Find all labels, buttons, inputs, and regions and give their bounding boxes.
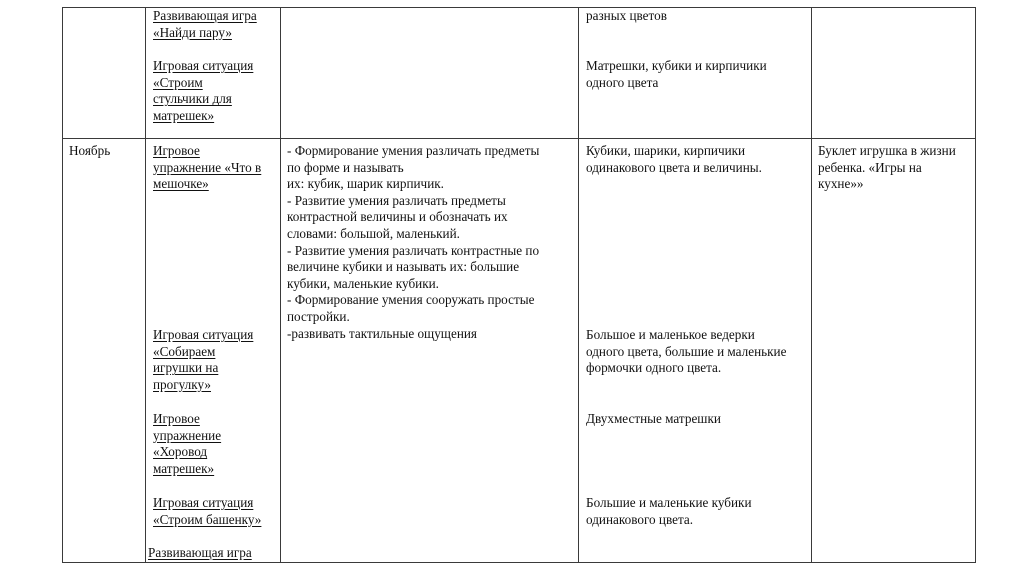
row1-material-1: разных цветов [586,8,667,23]
table-border-bottom [62,562,976,563]
row2-material-2: Большое и маленькое ведерки одного цвета, большие и маленькие формочки одного цвета. [586,327,787,376]
column-divider-4 [811,7,812,563]
table-border-left [62,7,63,563]
row2-material-1: Кубики, шарики, кирпичики одинакового цвета и величины. [586,143,762,175]
row2-game-4: Игровая ситуация «Строим башенку» [153,495,262,527]
column-divider-3 [578,7,579,563]
row2-material-3: Двухместные матрешки [586,411,721,426]
column-divider-1 [145,7,146,563]
row2-game-5: Развивающая игра [148,545,252,560]
row2-game-2: Игровая ситуация «Собираем игрушки на прогулку» [153,327,254,392]
row1-material-2: Матрешки, кубики и кирпичики одного цвета [586,58,767,90]
row2-game-1: Игровое упражнение «Что в мешочке» [153,143,262,192]
row2-game-3: Игровое упражнение «Хоровод матрешек» [153,411,222,476]
table-border-right [975,7,976,563]
row2-material-4: Большие и маленькие кубики одинакового цвета. [586,495,752,527]
month-cell: Ноябрь [69,143,111,158]
row-divider [62,138,976,139]
column-divider-2 [280,7,281,563]
row2-tasks: - Формирование умения различать предметы по форме и называть их: кубик, шарик кирпичик. - Развитие умения различать предметы контрастной величины и обозначать их словами: большой, маленький. - Развитие умения различать контрастные по величине кубики и называть их: большие кубики, маленькие кубики. - Формирование умения сооружать простые постройки. -развивать тактильные ощущения [287,143,540,341]
row2-parents: Буклет игрушка в жизни ребенка. «Игры на кухне»» [818,143,956,192]
row1-game-1: Развивающая игра «Найди пару» [153,8,257,40]
row1-game-2: Игровая ситуация «Строим стульчики для матрешек» [153,58,254,123]
